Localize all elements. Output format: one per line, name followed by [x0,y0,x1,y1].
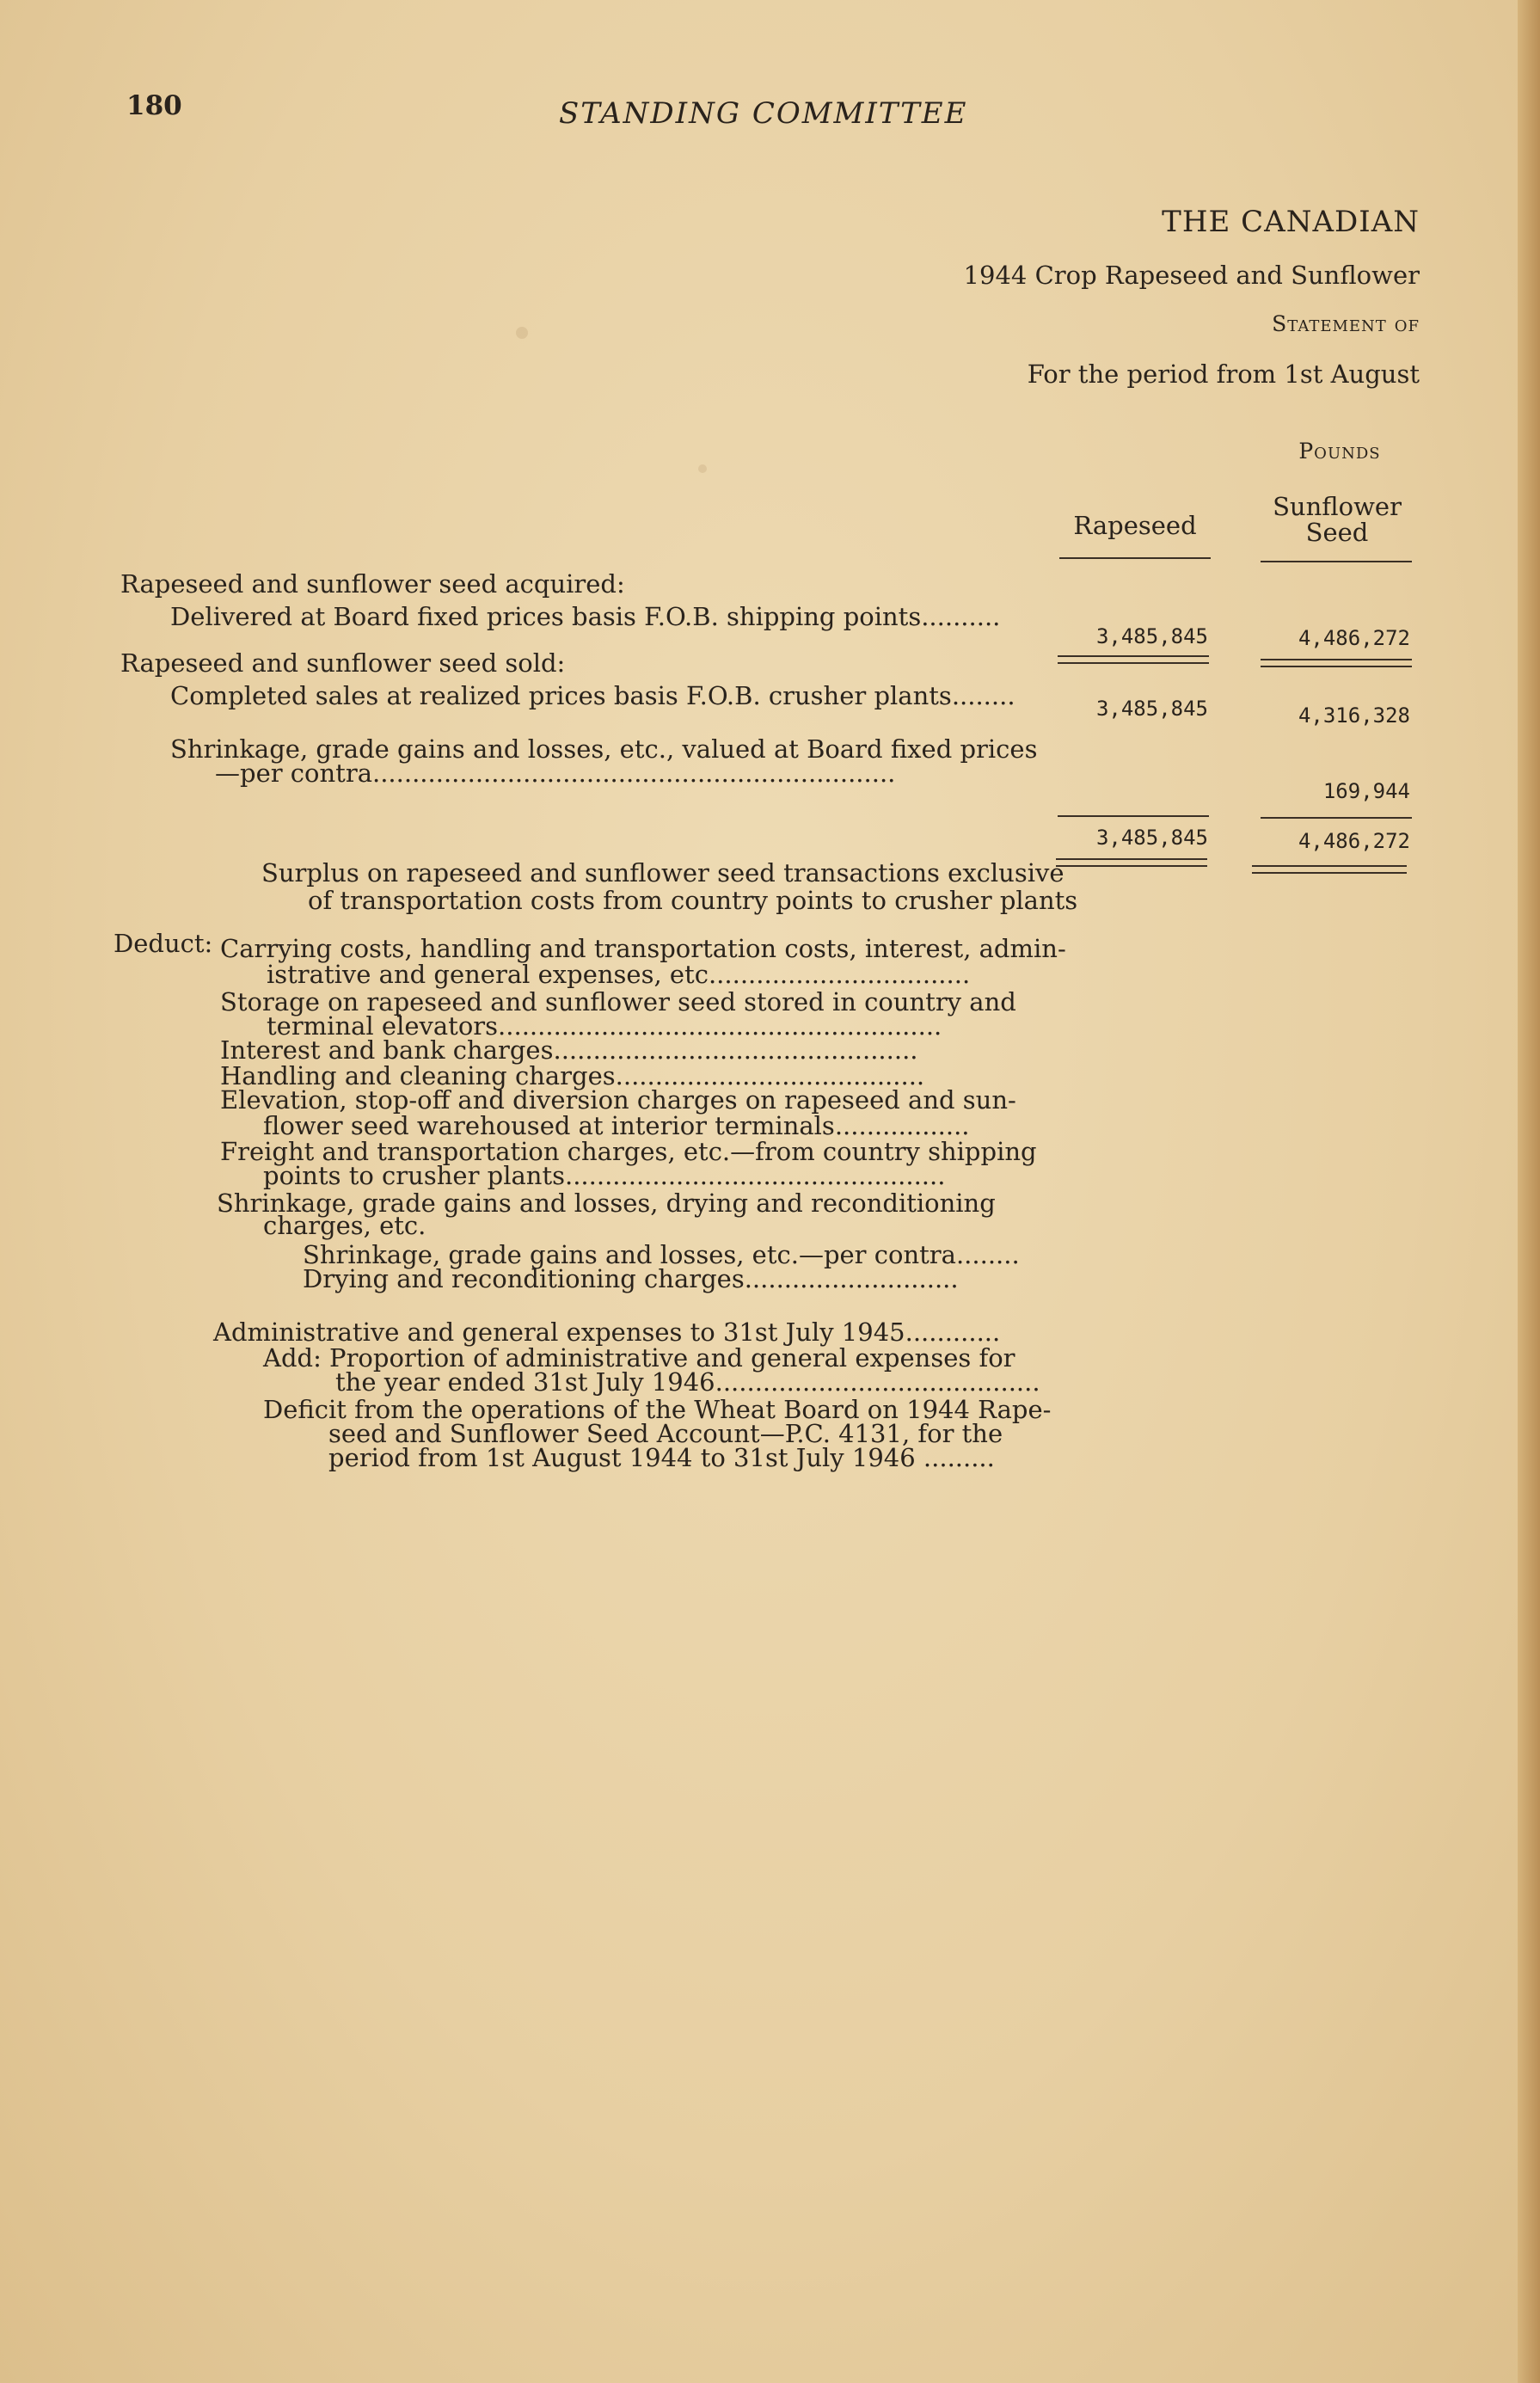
shrinkage-sunflower-value: 169,944 [1322,779,1410,803]
subtotal-rule-rapeseed [1058,815,1209,817]
paper-stain [698,464,707,473]
deduct-line1: Carrying costs, handling and transportation costs, interest, admin- [220,934,1066,963]
admin-line2: Add: Proportion of administrative and general expenses for [263,1343,1015,1373]
shrinkage-line2: —per contra.................................................................. [215,759,896,788]
running-title: STANDING COMMITTEE [559,96,968,131]
column-header-sunflower-line2: Seed [1305,518,1369,547]
deduct-line2: istrative and general expenses, etc................................. [267,960,971,989]
total-double-rule-sunflower [1252,865,1407,874]
column-header-sunflower [1255,494,1419,545]
deduct-line6: Handling and cleaning charges....................................... [220,1061,925,1090]
acquired-heading: Rapeseed and sunflower seed acquired: [120,569,625,599]
total-rapeseed-value: 3,485,845 [1095,826,1208,850]
statement-period: For the period from 1st August [1027,359,1420,389]
statement-title-line3: Statement of [1272,311,1420,336]
admin-line5: seed and Sunflower Seed Account—P.C. 4131, for the [328,1419,1003,1448]
page-spine-edge [1518,0,1540,2383]
paper-stain [516,327,528,339]
admin-line4: Deficit from the operations of the Wheat Board on 1944 Rape- [263,1395,1052,1424]
column-header-rapeseed: Rapeseed [1073,511,1197,540]
header-rule-rapeseed [1059,557,1211,559]
total-sunflower-value: 4,486,272 [1298,829,1410,853]
surplus-line2: of transportation costs from country points to crusher plants [308,886,1078,915]
admin-line3: the year ended 31st July 1946......................................... [335,1367,1040,1397]
sold-sunflower-value: 4,316,328 [1298,703,1410,728]
acquired-sunflower-value: 4,486,272 [1298,626,1410,650]
deduct-line7: Elevation, stop-off and diversion charges on rapeseed and sun- [220,1085,1016,1115]
acquired-double-rule-rapeseed [1058,655,1209,664]
acquired-double-rule-sunflower [1261,659,1412,667]
deduct-line9: Freight and transportation charges, etc.—from country shipping [220,1137,1037,1166]
sold-line: Completed sales at realized prices basis F.O.B. crusher plants........ [170,681,1015,710]
deduct-line4: terminal elevators........................................................ [267,1011,942,1041]
acquired-line: Delivered at Board fixed prices basis F.O.B. shipping points.......... [170,602,1001,631]
deduct-line13: Shrinkage, grade gains and losses, etc.—per contra........ [303,1240,1020,1269]
page-number: 180 [126,90,182,121]
deduct-line12: charges, etc. [263,1211,426,1240]
shrinkage-line1: Shrinkage, grade gains and losses, etc., valued at Board fixed prices [170,734,1038,764]
sold-heading: Rapeseed and sunflower seed sold: [120,648,566,678]
column-header-sunflower-line1: Sunflower [1273,492,1402,521]
acquired-rapeseed-value: 3,485,845 [1095,624,1208,648]
deduct-line14: Drying and reconditioning charges........................... [303,1264,959,1293]
admin-line1: Administrative and general expenses to 31st July 1945............ [213,1317,1001,1347]
deduct-line10: points to crusher plants................................................ [263,1161,946,1190]
statement-title-line1: THE CANADIAN [1162,205,1420,239]
deduct-line5: Interest and bank charges.............................................. [220,1035,918,1065]
sold-rapeseed-value: 3,485,845 [1095,697,1208,721]
admin-line6: period from 1st August 1944 to 31st July 1946 ......... [328,1443,995,1472]
deduct-line3: Storage on rapeseed and sunflower seed stored in country and [220,987,1016,1016]
total-double-rule-rapeseed [1056,858,1207,867]
deduct-line11: Shrinkage, grade gains and losses, drying and reconditioning [217,1188,996,1218]
column-group-pounds: Pounds [1298,439,1381,464]
header-rule-sunflower [1261,561,1412,562]
statement-title-line2: 1944 Crop Rapeseed and Sunflower [963,261,1420,290]
deduct-label: Deduct: [114,929,213,958]
surplus-line1: Surplus on rapeseed and sunflower seed transactions exclusive [261,858,1065,887]
deduct-line8: flower seed warehoused at interior terminals................. [263,1111,970,1140]
subtotal-rule-sunflower [1261,817,1412,819]
